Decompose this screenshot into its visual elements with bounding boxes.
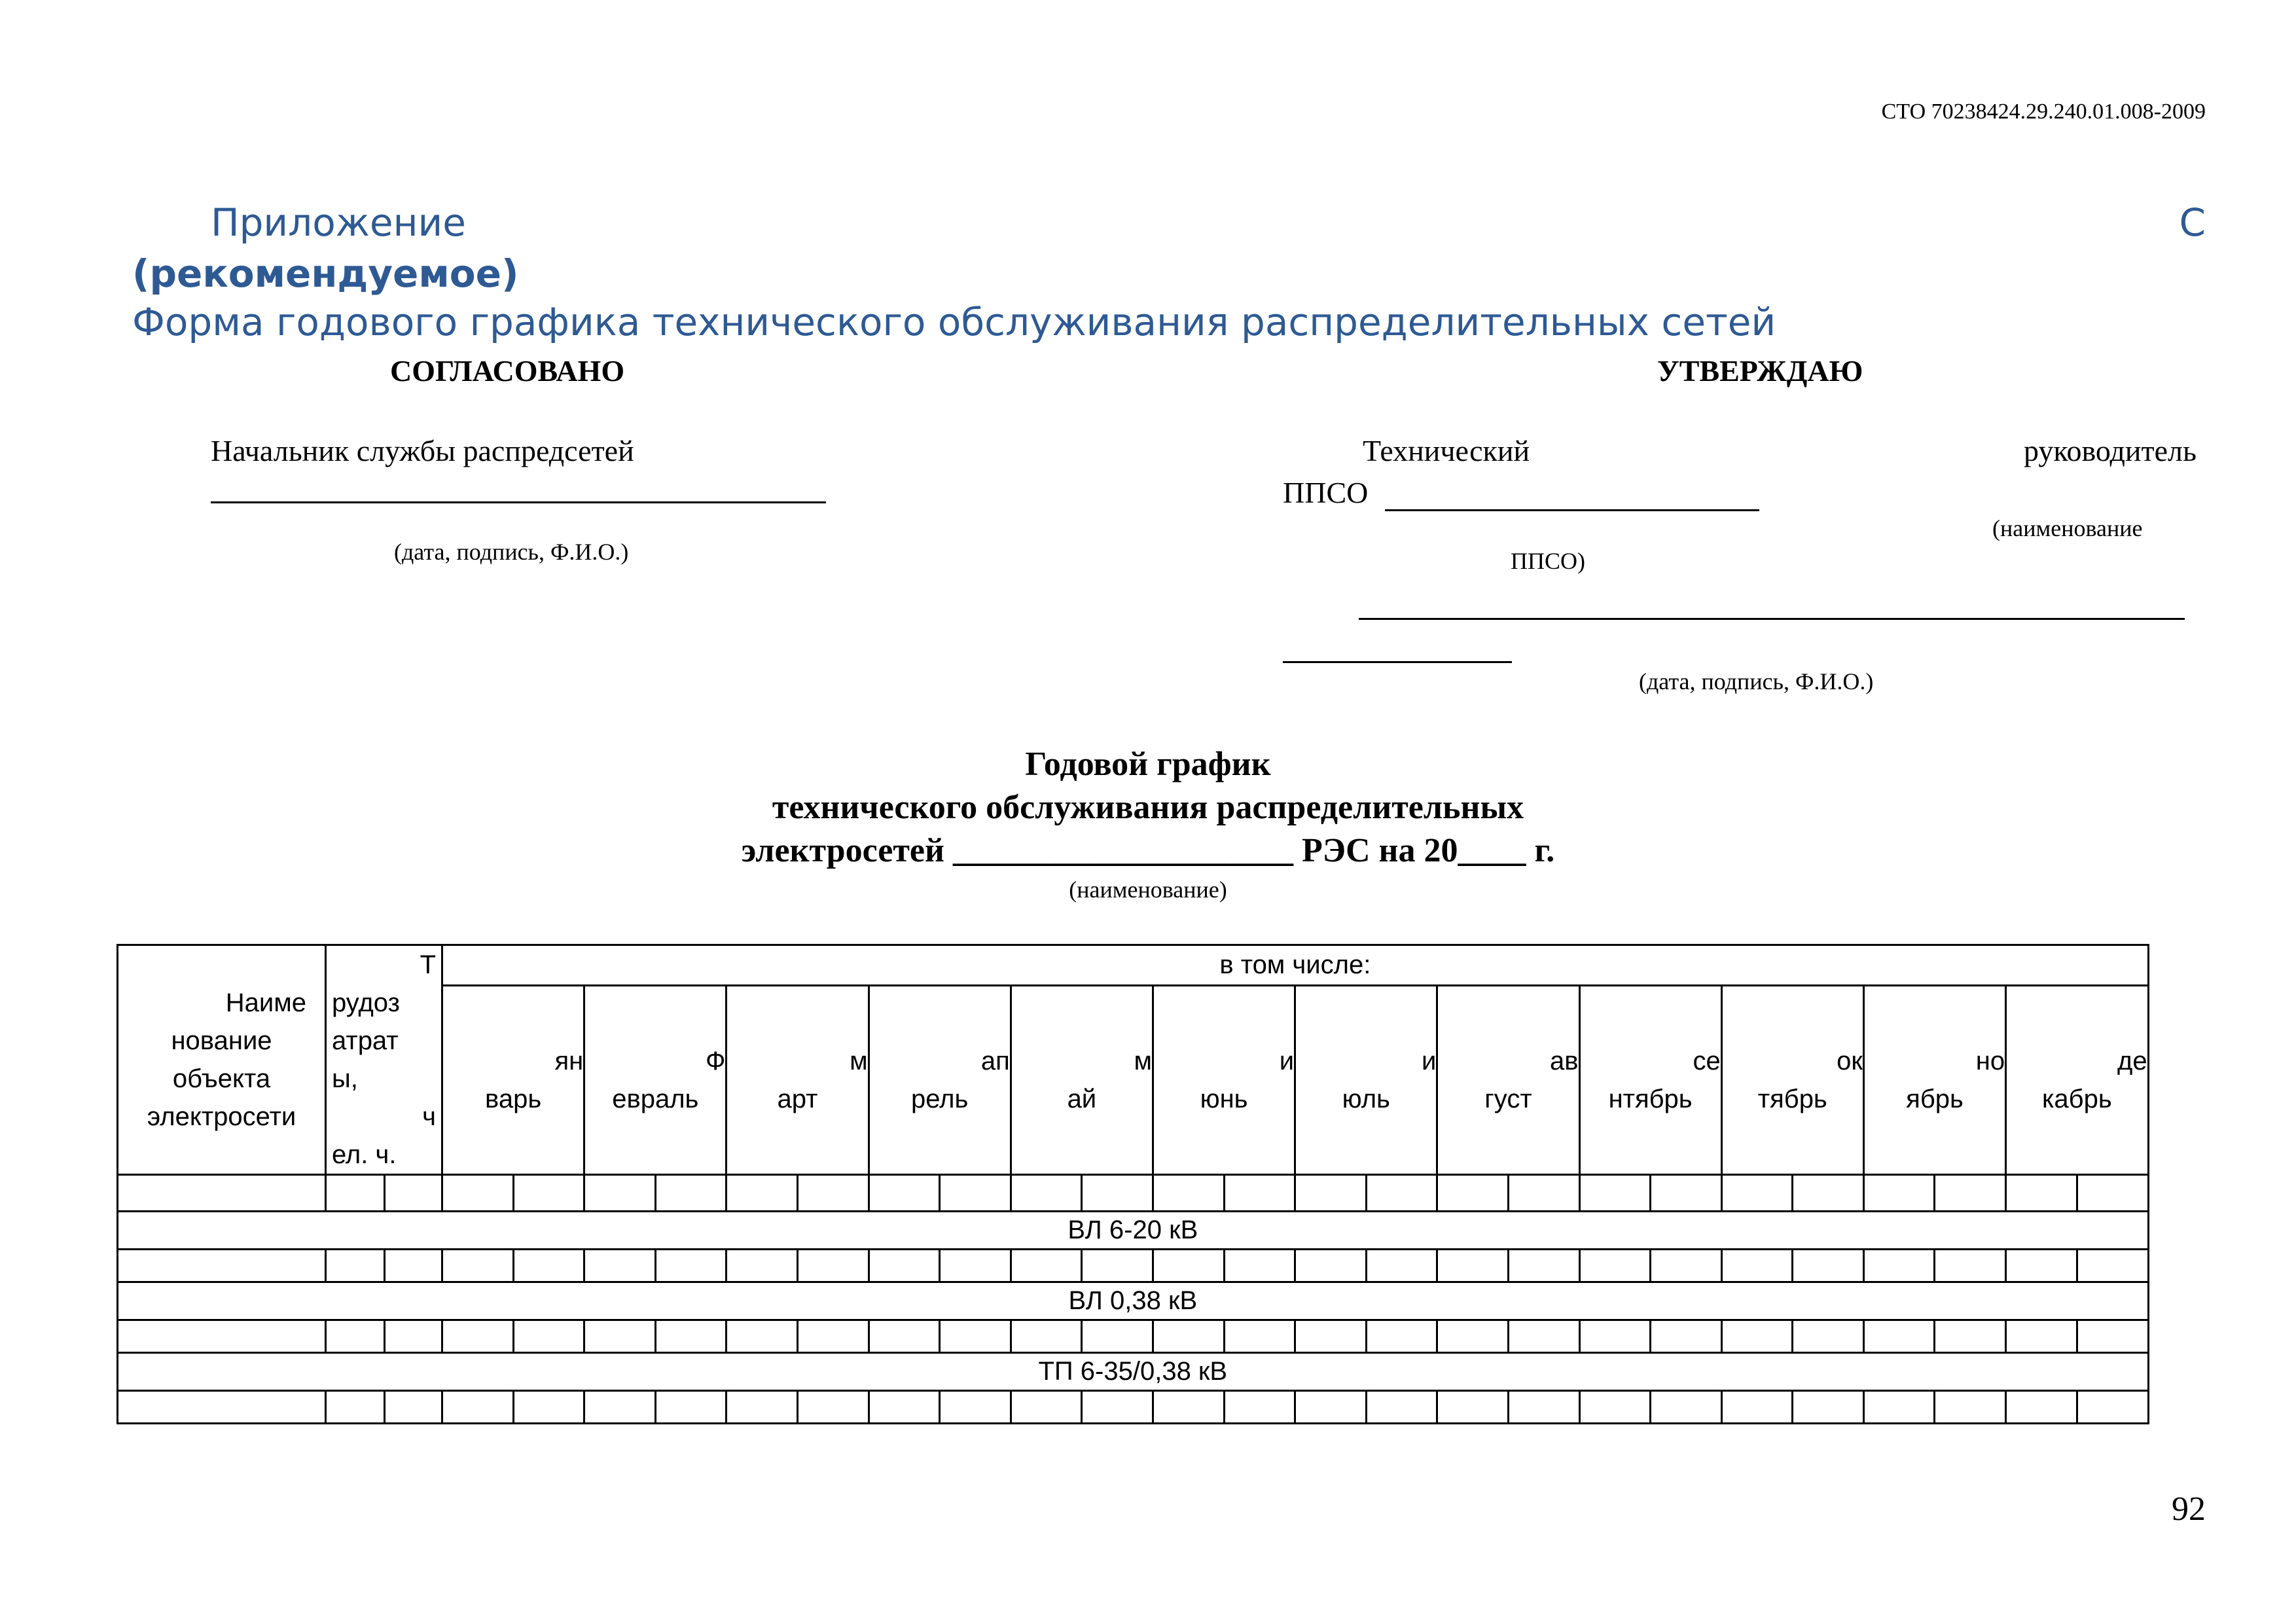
month-header-part1: ян [554,1046,584,1075]
table-cell [118,1175,326,1212]
month-header-part1: се [1693,1046,1721,1075]
table-cell [118,1320,326,1353]
table-row [118,1250,2149,1282]
appendix-letter: С [2179,200,2206,245]
section-row [118,1212,2149,1250]
table-cell [1721,1250,1793,1282]
table-cell [940,1175,1011,1212]
table-cell [513,1391,584,1424]
table-cell [1011,1250,1082,1282]
table-cell [797,1250,869,1282]
approve-heading: УТВЕРЖДАЮ [1657,354,1863,388]
table-cell [655,1391,726,1424]
chief-position: Начальник службы распредсетей [211,434,634,467]
table-cell [1153,1175,1224,1212]
month-header [869,985,1011,1174]
table-cell [1935,1250,2006,1282]
appendix-title: Приложение [211,200,466,245]
table-cell [1508,1391,1579,1424]
page-number: 92 [2172,1490,2206,1528]
tech-position-part1: Технический [1363,434,1530,467]
table-cell [726,1391,798,1424]
month-header [1437,985,1579,1174]
table-cell [797,1175,869,1212]
schedule-title-note: (наименование) [1069,876,1227,903]
labor-cost-header-line2: атрат [332,1026,399,1055]
table-cell [385,1175,442,1212]
table-cell [797,1391,869,1424]
month-header [726,985,869,1174]
org-name-note-a: (наименование [1992,515,2143,541]
object-name-header-line3: объекта [172,1064,271,1093]
table-cell [385,1250,442,1282]
month-header-part2: евраль [612,1084,699,1113]
month-header [1721,985,1863,1174]
month-header-part1: м [1134,1046,1152,1075]
table-cell [118,1391,326,1424]
table-cell [1508,1250,1579,1282]
table-cell [2077,1320,2148,1353]
table-row [118,1391,2149,1424]
table-cell [1651,1320,1722,1353]
table-cell [1224,1391,1295,1424]
object-name-header [118,945,326,1175]
table-cell [584,1175,656,1212]
object-name-header-line2: нование [171,1026,272,1055]
labor-cost-header-line1: рудоз [332,988,400,1017]
table-cell [2006,1320,2077,1353]
table-cell [1651,1175,1722,1212]
table-cell [442,1250,514,1282]
month-header [1011,985,1153,1174]
table-cell [1437,1175,1509,1212]
table-cell [1721,1175,1793,1212]
table-cell [1437,1250,1509,1282]
table-cell [1011,1175,1082,1212]
table-cell [385,1391,442,1424]
table-cell [1366,1250,1437,1282]
month-header [1295,985,1437,1174]
table-cell [2006,1250,2077,1282]
document-code: СТО 70238424.29.240.01.008-2009 [1881,99,2206,124]
table-cell [442,1320,514,1353]
month-header-part1: но [1975,1046,2005,1075]
table-cell [584,1391,656,1424]
table-cell [1153,1250,1224,1282]
month-header-part2: ай [1067,1084,1097,1113]
table-cell [1508,1320,1579,1353]
table-cell [2077,1175,2148,1212]
table-cell [1651,1250,1722,1282]
org-name-line [1385,509,1759,511]
table-cell [1366,1175,1437,1212]
table-cell [1224,1320,1295,1353]
month-header-part2: арт [777,1084,818,1113]
month-header-part1: и [1279,1046,1295,1075]
table-cell [1295,1175,1367,1212]
labor-cost-header [326,945,442,1175]
table-cell [1579,1391,1651,1424]
table-cell [869,1250,940,1282]
table-cell [1011,1391,1082,1424]
month-header [2006,985,2149,1174]
table-cell [1224,1175,1295,1212]
labor-cost-header-t: Т [420,950,437,979]
table-cell [326,1250,385,1282]
table-cell [1863,1250,1935,1282]
table-cell [442,1391,514,1424]
table-cell [1366,1320,1437,1353]
table-cell [584,1250,656,1282]
table-cell [940,1320,1011,1353]
labor-cost-header-line3: ы, [332,1064,358,1093]
left-signature-line [211,501,826,503]
table-cell [1437,1391,1509,1424]
table-cell [940,1391,1011,1424]
table-cell [2006,1175,2077,1212]
month-header-part1: Ф [705,1046,726,1075]
schedule-table [117,944,2149,1424]
table-cell [1793,1391,1864,1424]
section-substation-6-35kv: ТП 6-35/0,38 кВ [118,1353,2149,1391]
month-header [584,985,726,1174]
month-header-part1: ав [1550,1046,1579,1075]
agreed-heading: СОГЛАСОВАНО [390,354,625,388]
table-cell [513,1250,584,1282]
month-header [1863,985,2005,1174]
table-cell [1579,1320,1651,1353]
table-cell [326,1391,385,1424]
appendix-recommended: (рекомендуемое) [132,251,519,296]
table-cell [513,1320,584,1353]
table-cell [1721,1320,1793,1353]
table-cell [1863,1391,1935,1424]
month-header-part1: де [2117,1046,2147,1075]
table-cell [1295,1250,1367,1282]
table-cell [1153,1391,1224,1424]
table-cell [1437,1320,1509,1353]
section-row [118,1353,2149,1391]
table-cell [442,1175,514,1212]
schedule-title-line1: Годовой график [1025,746,1271,783]
table-cell [584,1320,656,1353]
schedule-table-body [118,945,2149,1424]
table-cell [726,1175,798,1212]
month-header-part2: юль [1342,1084,1390,1113]
table-cell [1579,1250,1651,1282]
table-cell [1935,1320,2006,1353]
month-header [1579,985,1721,1174]
table-cell [1082,1175,1153,1212]
table-cell [1863,1175,1935,1212]
section-row [118,1282,2149,1320]
table-cell [118,1250,326,1282]
table-cell [1793,1320,1864,1353]
right-signature-line [1359,618,2185,620]
table-cell [1082,1250,1153,1282]
table-cell [513,1175,584,1212]
month-header-part1: и [1421,1046,1437,1075]
month-header-part2: юнь [1200,1084,1248,1113]
month-header-part2: рель [911,1084,969,1113]
table-cell [1935,1175,2006,1212]
including-header: в том числе: [442,945,2149,986]
table-cell [869,1320,940,1353]
table-cell [2006,1391,2077,1424]
table-cell [655,1250,726,1282]
table-cell [1935,1391,2006,1424]
right-signature-note: (дата, подпись, Ф.И.О.) [1639,668,1874,695]
labor-cost-header-last: ел. ч. [332,1140,397,1169]
table-cell [1793,1250,1864,1282]
table-cell [1082,1391,1153,1424]
table-cell [1082,1320,1153,1353]
month-header-part1: ап [980,1046,1010,1075]
org-name-note-b: ППСО) [1511,548,1585,574]
object-name-header-line1: Наиме [225,988,306,1017]
table-cell [1863,1320,1935,1353]
month-header-part2: варь [485,1084,542,1113]
right-signature-line-2 [1283,661,1512,663]
left-signature-note: (дата, подпись, Ф.И.О.) [394,539,629,565]
labor-cost-header-ch: ч [422,1102,437,1131]
table-cell [2077,1250,2148,1282]
table-cell [1366,1391,1437,1424]
month-header-part2: ябрь [1906,1084,1964,1113]
table-cell [385,1320,442,1353]
table-cell [2077,1391,2148,1424]
month-header [1153,985,1295,1174]
table-cell [1579,1175,1651,1212]
org-label: ППСО [1283,476,1369,509]
table-cell [326,1175,385,1212]
section-overhead-6-20kv: ВЛ 6-20 кВ [118,1212,2149,1250]
table-row [118,1320,2149,1353]
table-cell [726,1250,798,1282]
tech-position-part2: руководитель [2024,434,2197,467]
table-cell [940,1250,1011,1282]
schedule-title-line2: технического обслуживания распределительных [772,789,1524,826]
table-cell [1224,1250,1295,1282]
table-cell [869,1391,940,1424]
section-overhead-0-38kv: ВЛ 0,38 кВ [118,1282,2149,1320]
table-cell [1793,1175,1864,1212]
table-cell [869,1175,940,1212]
month-header-part2: тябрь [1757,1084,1827,1113]
object-name-header-line4: электросети [147,1102,296,1131]
table-cell [1721,1391,1793,1424]
month-header-part2: кабрь [2042,1084,2112,1113]
table-cell [726,1320,798,1353]
table-cell [1295,1391,1367,1424]
table-cell [1651,1391,1722,1424]
table-cell [1295,1320,1367,1353]
month-header-part2: густ [1484,1084,1532,1113]
table-cell [326,1320,385,1353]
table-cell [1153,1320,1224,1353]
month-header-part1: ок [1837,1046,1863,1075]
appendix-form-title: Форма годового графика технического обслуживания распределительных сетей [132,300,1776,344]
subheader-row [118,1175,2149,1212]
table-cell [1011,1320,1082,1353]
month-header-part1: м [850,1046,868,1075]
table-cell [797,1320,869,1353]
table-cell [655,1320,726,1353]
table-cell [655,1175,726,1212]
month-header [442,985,584,1174]
schedule-title-line3: электросетей ____________________ РЭС на 20____ г. [741,832,1555,869]
month-header-part2: нтябрь [1608,1084,1693,1113]
table-cell [1508,1175,1579,1212]
